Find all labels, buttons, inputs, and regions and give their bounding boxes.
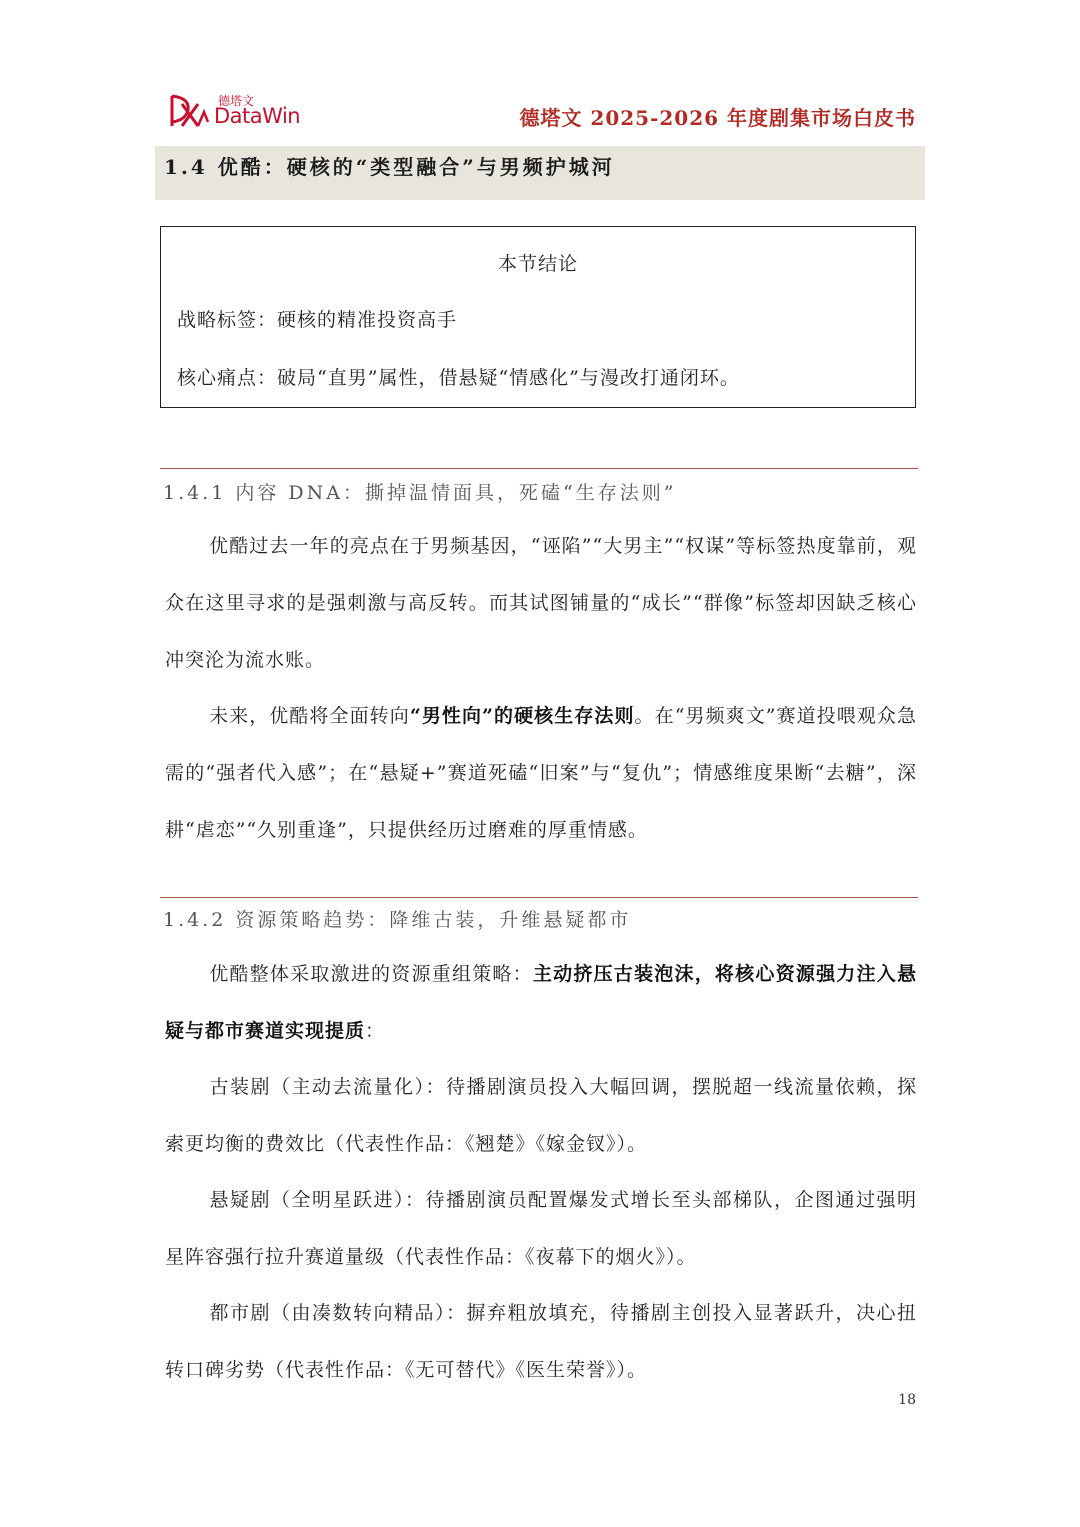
conclusion-box <box>160 226 916 408</box>
pain-point-line <box>177 363 740 390</box>
document-title: 德塔文 2025-2026 年度剧集市场白皮书 <box>519 106 916 130</box>
datawin-logo <box>168 92 308 132</box>
paragraph: 都市剧（由凑数转向精品）：摒弃粗放填充，待播剧主创投入显著跃升，决心扭转口碑劣势（代表性作品：《无可替代》《医生荣誉》）。 <box>165 1302 917 1381</box>
strategy-tag-line <box>177 305 457 332</box>
pain-point-value: 破局“直男”属性，借悬疑“情感化”与漫改打通闭环。 <box>277 367 740 389</box>
divider-rule <box>160 468 918 469</box>
divider-rule <box>160 897 918 898</box>
paragraph: 优酷过去一年的亮点在于男频基因，“诬陷”“大男主”“权谋”等标签热度靠前，观众在这里寻求的是强刺激与高反转。而其试图铺量的“成长”“群像”标签却因缺乏核心冲突沦为流水账。 <box>165 535 917 671</box>
conclusion-title: 本节结论 <box>497 253 578 275</box>
paragraph: 未来，优酷将全面转向“男性向”的硬核生存法则。在“男频爽文”赛道投喂观众急需的“强者代入感”；在“悬疑+”赛道死磕“旧案”与“复仇”；情感维度果断“去糖”，深耕“虐恋”“久别重逢”，只提供经历过磨难的厚重情感。 <box>165 705 917 841</box>
pain-point-label: 核心痛点： <box>177 367 278 389</box>
paragraph: 悬疑剧（全明星跃进）：待播剧演员配置爆发式增长至头部梯队，企图通过强明星阵容强行拉升赛道量级（代表性作品：《夜幕下的烟火》）。 <box>165 1189 917 1268</box>
logo-cn-text: 德塔文 <box>218 94 255 108</box>
emphasis-text: “男性向”的硬核生存法则 <box>409 705 635 727</box>
strategy-tag-label: 战略标签： <box>177 309 278 331</box>
subsection-title: 1.4.1 内容 DNA：撕掉温情面具，死磕“生存法则” <box>163 482 677 504</box>
logo-en-text: DataWin <box>214 104 301 128</box>
emphasis-text: 主动挤压古装泡沫，将核心资源强力注入悬疑与都市赛道实现提质 <box>165 963 917 1042</box>
paragraph: 古装剧（主动去流量化）：待播剧演员投入大幅回调，摆脱超一线流量依赖，探索更均衡的费效比（代表性作品：《翘楚》《嫁金钗》）。 <box>165 1076 917 1155</box>
subsection-title: 1.4.2 资源策略趋势：降维古装，升维悬疑都市 <box>163 909 632 931</box>
page-number: 18 <box>898 1392 916 1408</box>
paragraph: 优酷整体采取激进的资源重组策略：主动挤压古装泡沫，将核心资源强力注入悬疑与都市赛道实现提质： <box>165 963 917 1042</box>
strategy-tag-value: 硬核的精准投资高手 <box>277 309 458 331</box>
section-title: 1.4 优酷：硬核的“类型融合”与男频护城河 <box>164 155 615 179</box>
datawin-logo-mark-icon <box>168 92 214 130</box>
